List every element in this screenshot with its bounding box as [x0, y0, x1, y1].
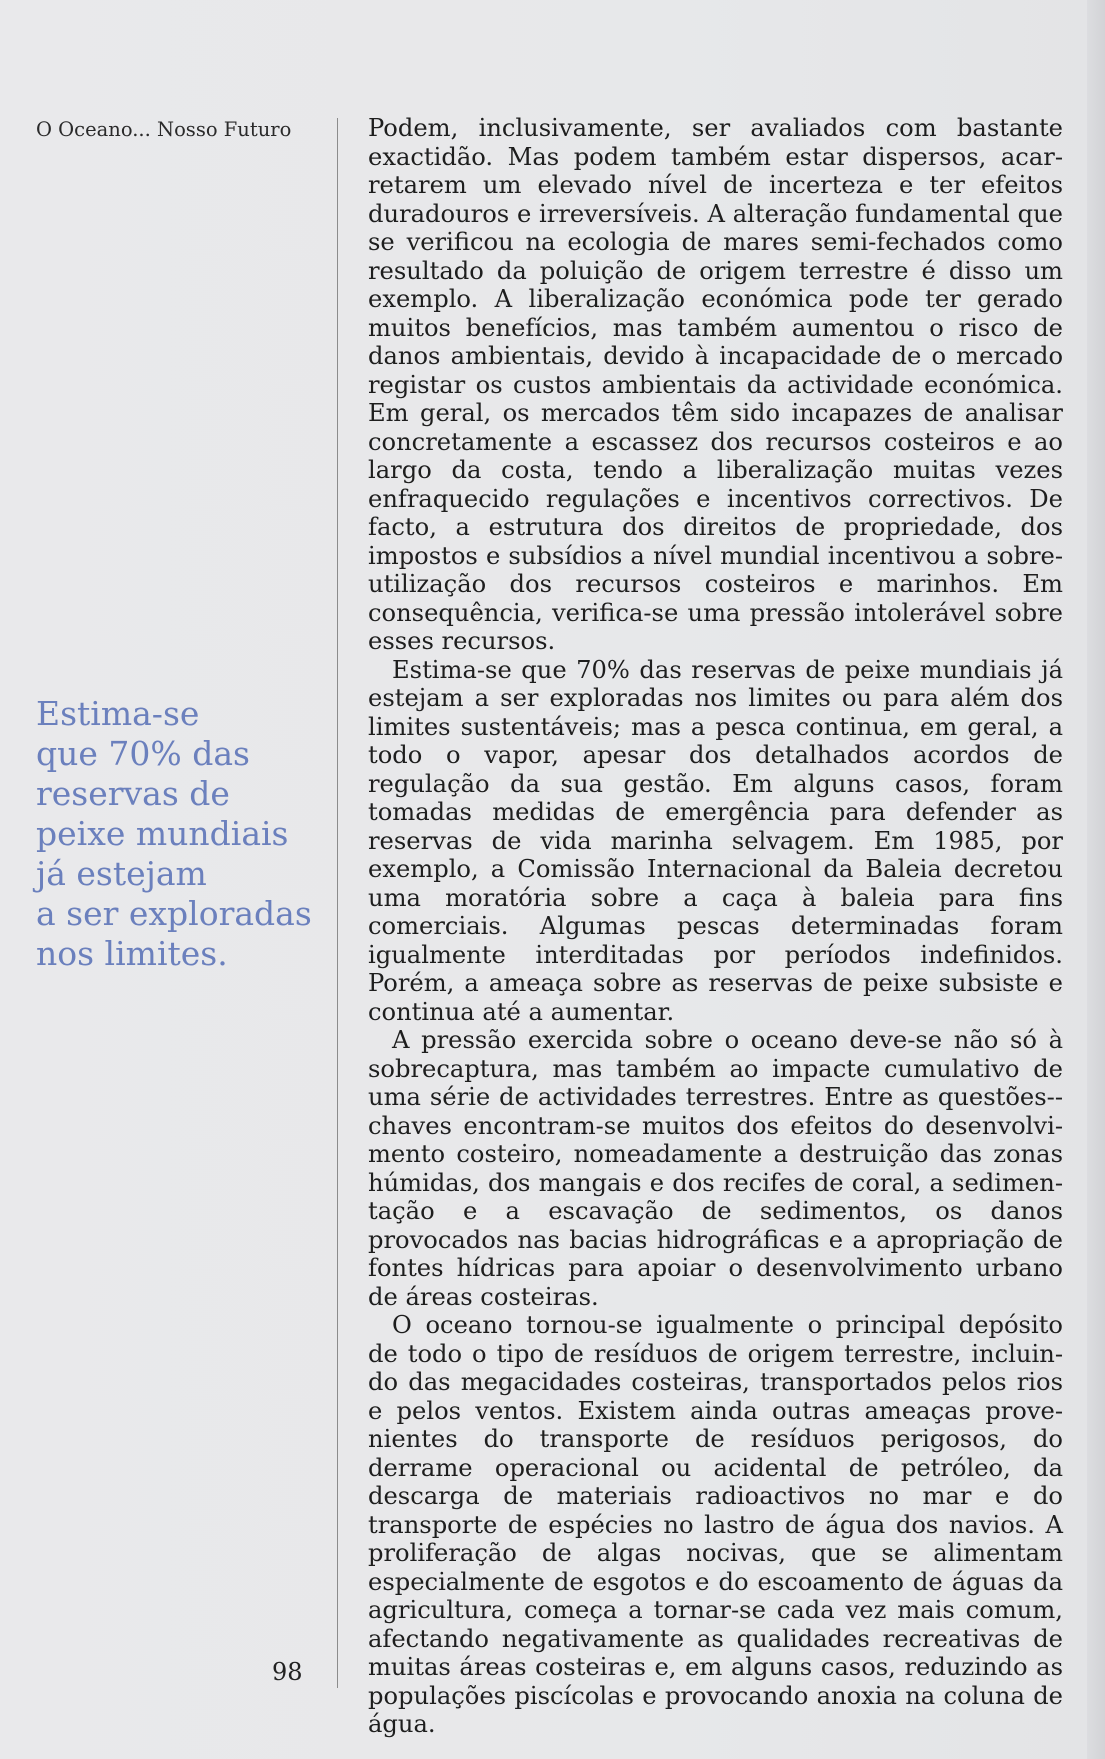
pull-quote-line: a ser exploradas: [36, 894, 312, 933]
paragraph: O oceano tornou-se igualmente o principal depósito de todo o tipo de resíduos de origem terrestre, incluindo das megacidades costeiras, transportados pelos rios e pelos ventos. Existem ainda outras ameaças provenientes do transporte de resíduos perigosos, do derrame operacional ou acidental de petróleo, da descarga de materiais radioactivos no mar e do transporte de espécies no lastro de água dos navios. A proliferação de algas nocivas, que se alimentam especialmente de esgotos e do escoamento de águas da agricultura, começa a tornar-se cada vez mais comum, afectando negativamente as qualidades recreativas de muitas áreas costeiras e, em alguns casos, reduzindo as populações piscícolas e provocando anoxia na coluna de água.: [368, 1311, 1063, 1738]
pull-quote-line: nos limites.: [36, 934, 228, 973]
pull-quote: [36, 694, 326, 974]
page-edge: [1087, 0, 1105, 1759]
column-divider: [337, 118, 338, 1688]
paragraph: A pressão exercida sobre o oceano deve-se não só à sobrecaptura, mas também ao impacte cumulativo de uma série de actividades terrestres. Entre as questões--chaves encontram-se muitos dos efeitos do desenvolvimento costeiro, nomeadamente a destruição das zonas húmidas, dos mangais e dos recifes de coral, a sedimentação e a escavação de sedimentos, os danos provocados nas bacias hidrográficas e a apropriação de fontes hídricas para apoiar o desenvolvimento urbano de áreas costeiras.: [368, 1026, 1063, 1311]
pull-quote-line: que 70% das: [36, 734, 250, 773]
paragraph: Estima-se que 70% das reservas de peixe mundiais já estejam a ser exploradas nos limites ou para além dos limites sustentáveis; mas a pesca continua, em geral, a todo o vapor, apesar dos detalhados acordos de regulação da sua gestão. Em alguns casos, foram tomadas medidas de emergência para defender as reservas de vida marinha selvagem. Em 1985, por exemplo, a Comissão Internacional da Baleia decretou uma moratória sobre a caça à baleia para fins comerciais. Algumas pescas determinadas foram igualmente interditadas por períodos indefinidos. Porém, a ameaça sobre as reservas de peixe subsiste e continua até a aumentar.: [368, 655, 1063, 1026]
pull-quote-line: peixe mundiais: [36, 814, 289, 853]
body-text: [368, 114, 1063, 1739]
pull-quote-line: Estima-se: [36, 694, 200, 733]
pull-quote-line: reservas de: [36, 774, 230, 813]
running-head: O Oceano... Nosso Futuro: [36, 118, 292, 141]
page-number: 98: [272, 1658, 303, 1686]
paragraph: Podem, inclusivamente, ser avaliados com bastante exactidão. Mas podem também estar dispersos, acarretarem um elevado nível de incerteza e ter efeitos duradouros e irreversíveis. A alteração fundamental que se verificou na ecologia de mares semi-fechados como resultado da poluição de origem terrestre é disso um exemplo. A liberalização económica pode ter gerado muitos benefícios, mas também aumentou o risco de danos ambientais, devido à incapacidade de o mercado registar os custos ambientais da actividade económica. Em geral, os mercados têm sido incapazes de analisar concretamente a escassez dos recursos costeiros e ao largo da costa, tendo a liberalização muitas vezes enfraquecido regulações e incentivos correctivos. De facto, a estrutura dos direitos de propriedade, dos impostos e subsídios a nível mundial incentivou a sobre-utilização dos recursos costeiros e marinhos. Em consequência, verifica-se uma pressão intolerável sobre esses recursos.: [368, 114, 1063, 655]
pull-quote-line: já estejam: [36, 854, 207, 893]
